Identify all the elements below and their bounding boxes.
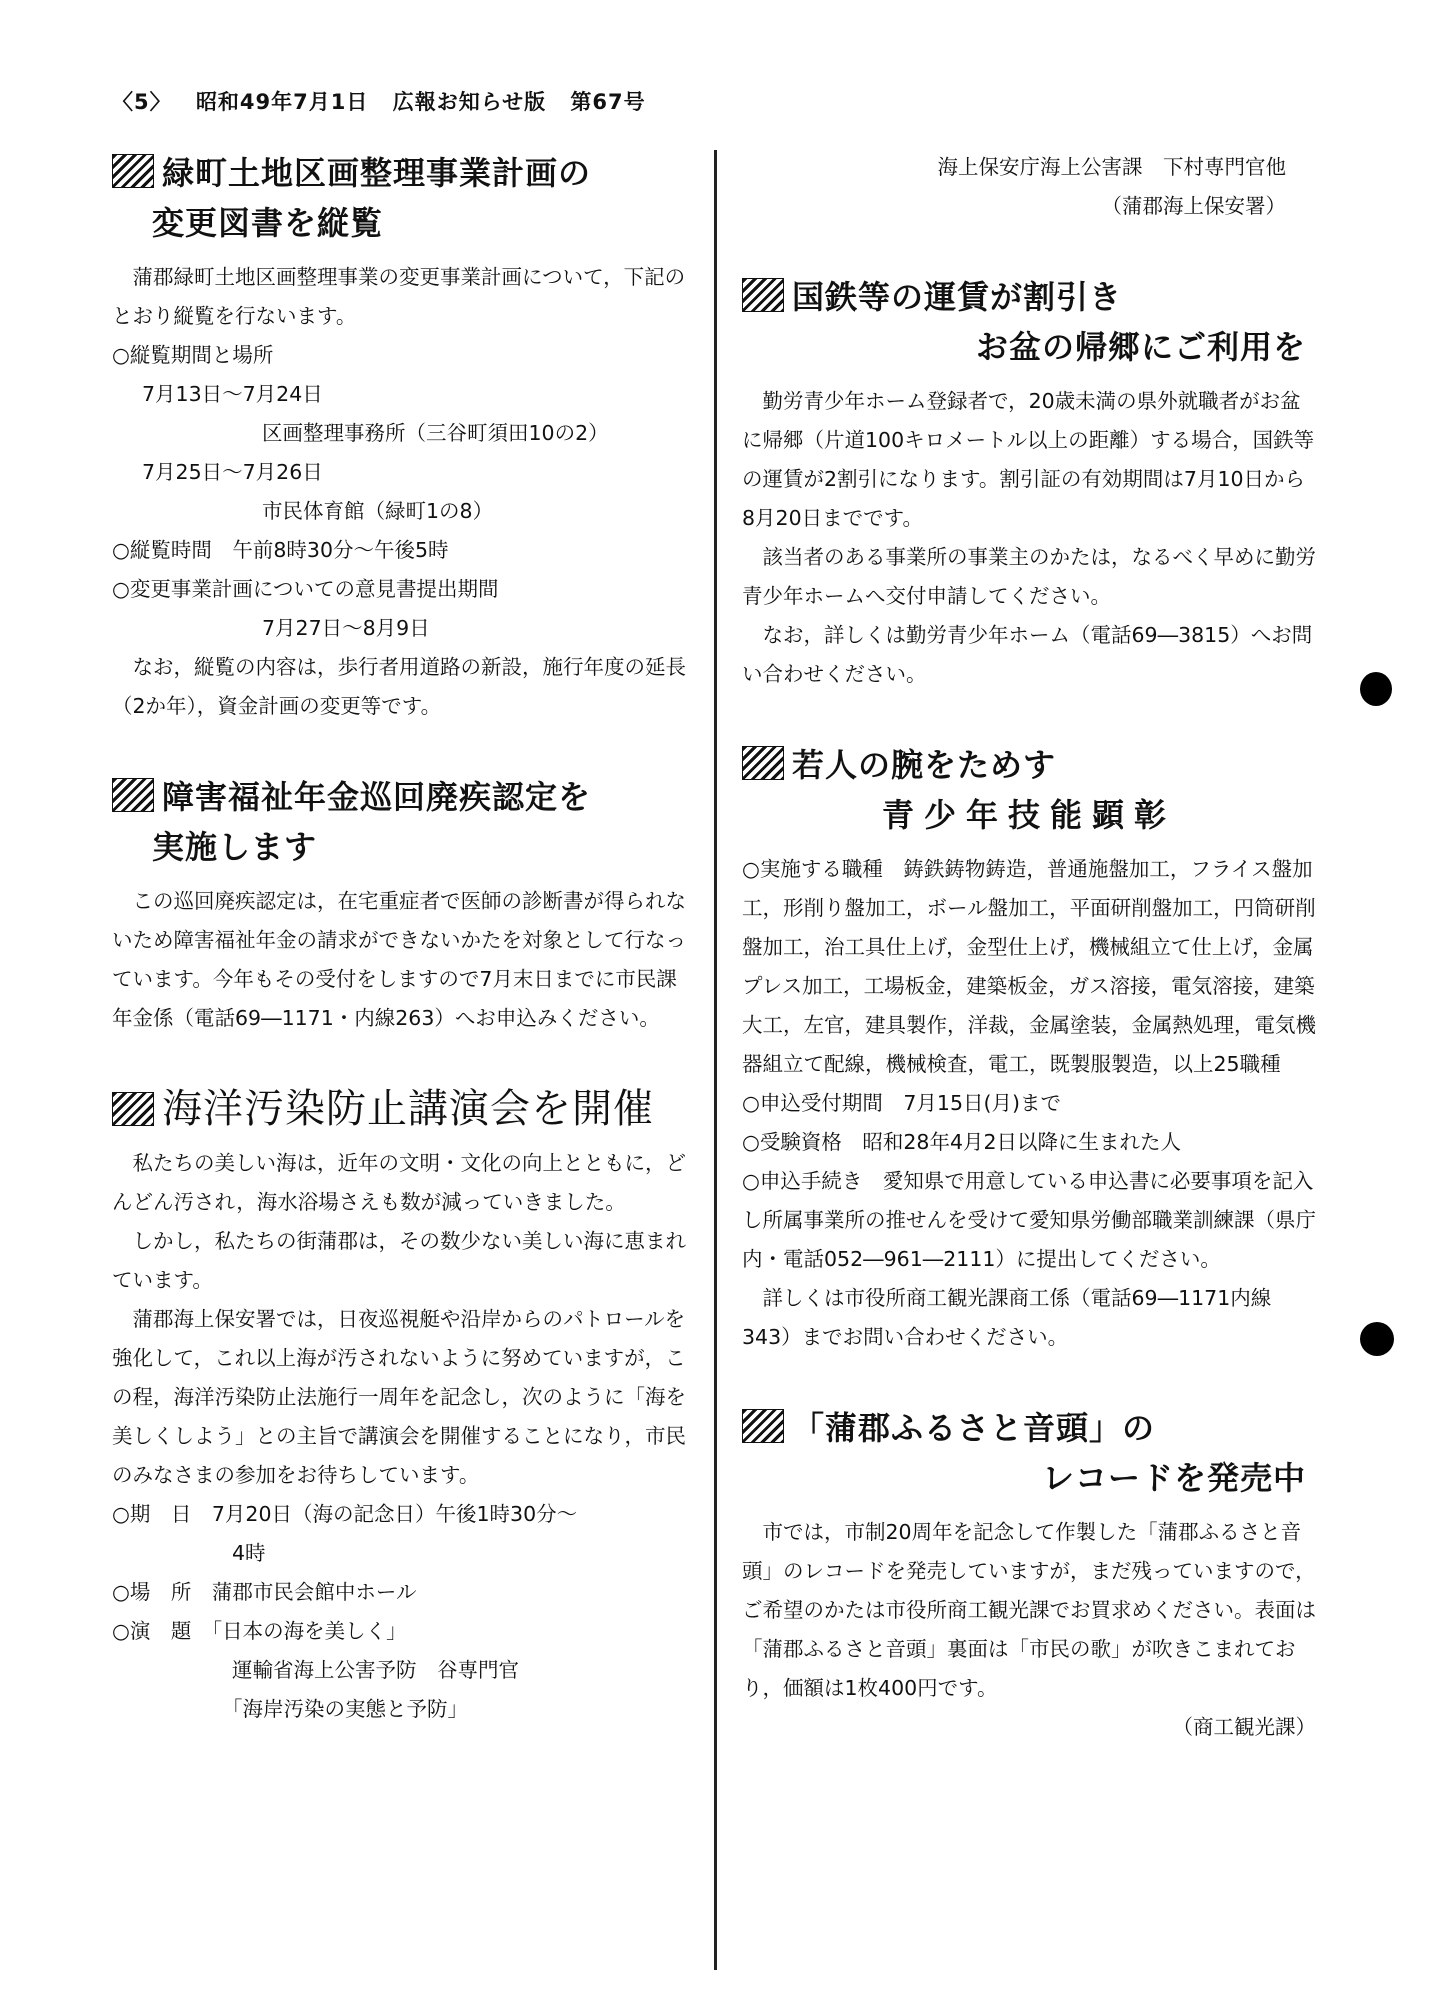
page-header: [112, 86, 662, 116]
qualification: ○受験資格 昭和28年4月2日以降に生まれた人: [742, 1130, 1182, 1154]
hatch-bullet-icon: [742, 1409, 784, 1443]
department: （商工観光課）: [1172, 1715, 1316, 1739]
article-land-readjustment: [112, 148, 686, 726]
speaker-1: 運輸省海上公害予防 谷専門官: [232, 1658, 519, 1682]
topic-2: 「海岸汚染の実態と予防」: [222, 1697, 468, 1721]
place-1: 区画整理事務所（三谷町須田10の2）: [262, 421, 609, 445]
article-title: 障害福祉年金巡回廃疾認定を 実施します: [112, 772, 686, 872]
article-rail-discount: [742, 272, 1316, 694]
opinion-label: ○変更事業計画についての意見書提出期間: [112, 577, 499, 601]
viewing-hours: ○縦覧時間 午前8時30分～午後5時: [112, 538, 449, 562]
intro-text: 蒲郡緑町土地区画整理事業の変更事業計画について，下記のとおり縦覧を行ないます。: [112, 265, 686, 328]
article-title: 海洋汚染防止講演会を開催: [112, 1084, 686, 1134]
article-disability-pension: [112, 772, 686, 1038]
place-2: 市民体育館（緑町1の8）: [262, 499, 494, 523]
contact-info: 詳しくは市役所商工観光課商工係（電話69―1171内線343）までお問い合わせください。: [742, 1286, 1272, 1349]
punch-hole-mark: [1360, 672, 1392, 706]
hatch-bullet-icon: [112, 154, 154, 188]
job-types: ○実施する職種 鋳鉄鋳物鋳造，普通施盤加工，フライス盤加工，形削り盤加工，ボール盤加工，平面研削盤加工，円筒研削盤加工，治工具仕上げ，金型仕上げ，機械組立て仕上げ，金属プレス加工，工場板金，建築板金，ガス溶接，電気溶接，建築大工，左官，建具製作，洋裁，金属塗装，金属熱処理，電気機器組立て配線，機械検査，電工，既製服製造，以上25職種: [742, 857, 1316, 1076]
procedure: ○申込手続き 愛知県で用意している申込書に必要事項を記入し所属事業所の推せんを受けて愛知県労働部職業訓練課（県庁内・電話052―961―2111）に提出してください。: [742, 1169, 1316, 1271]
body-text: この巡回廃疾認定は，在宅重症者で医師の診断書が得られないため障害福祉年金の請求ができないかたを対象として行なっています。今年もその受付をしますので7月末日までに市民課年金係（電話69―1171・内線263）へお申込みください。: [112, 889, 686, 1030]
publication-name: 広報お知らせ版: [392, 90, 547, 114]
organizer: （蒲郡海上保安署）: [1101, 194, 1286, 218]
period-1: 7月13日～7月24日: [142, 382, 323, 406]
period-2: 7月25日～7月26日: [142, 460, 323, 484]
article-title: 若人の腕をためす 青少年技能顕彰: [742, 740, 1316, 840]
date-line-cont: 4時: [232, 1541, 266, 1565]
article-youth-skills: [742, 740, 1316, 1357]
hatch-bullet-icon: [742, 278, 784, 312]
issue-number: 第67号: [570, 90, 646, 114]
paragraph-3: なお，詳しくは勤労青少年ホーム（電話69―3815）へお問い合わせください。: [742, 623, 1313, 686]
issue-date: 昭和49年7月1日: [195, 90, 369, 114]
paragraph-2: しかし，私たちの街蒲郡は，その数少ない美しい海に恵まれています。: [112, 1229, 686, 1292]
hatch-bullet-icon: [112, 1092, 154, 1126]
paragraph-3: 蒲郡海上保安署では，日夜巡視艇や沿岸からのパトロールを強化して，これ以上海が汚されないように努めていますが，この程，海洋汚染防止法施行一周年を記念し，次のように「海を美しくしよう」との主旨で講演会を開催することになり，市民のみなさまの参加をお待ちしています。: [112, 1307, 686, 1487]
topic-line: ○演 題 「日本の海を美しく」: [112, 1619, 407, 1643]
note-text: なお，縦覧の内容は，歩行者用道路の新設，施行年度の延長（2か年），資金計画の変更等です。: [112, 655, 686, 718]
paragraph-1: 勤労青少年ホーム登録者で，20歳未満の県外就職者がお盆に帰郷（片道100キロメートル以上の距離）する場合，国鉄等の運賃が2割引になります。割引証の有効期間は7月10日から8月20日までです。: [742, 389, 1315, 530]
paragraph-1: 私たちの美しい海は，近年の文明・文化の向上とともに，どんどん汚され，海水浴場さえも数が減っていきました。: [112, 1151, 686, 1214]
place-line: ○場 所 蒲郡市民会館中ホール: [112, 1580, 417, 1604]
body-text: 市では，市制20周年を記念して作製した「蒲郡ふるさと音頭」のレコードを発売していますが，まだ残っていますので，ご希望のかたは市役所商工観光課でお買求めください。表面は「蒲郡ふるさと音頭」裏面は「市民の歌」が吹きこまれており，価額は1枚400円です。: [742, 1520, 1316, 1700]
right-column: [742, 148, 1316, 1793]
article-record-sale: [742, 1403, 1316, 1747]
opinion-period: 7月27日～8月9日: [262, 616, 430, 640]
date-line: ○期 日 7月20日（海の記念日）午後1時30分～: [112, 1502, 578, 1526]
paragraph-2: 該当者のある事業所の事業主のかたは，なるべく早めに勤労青少年ホームへ交付申請してください。: [742, 545, 1316, 608]
column-divider: [714, 150, 717, 1970]
article-title: 国鉄等の運賃が割引き お盆の帰郷にご利用を: [742, 272, 1316, 372]
punch-hole-mark: [1360, 1322, 1394, 1356]
application-period: ○申込受付期間 7月15日(月)まで: [742, 1091, 1062, 1115]
article-marine-pollution-lecture: [112, 1084, 686, 1729]
speaker-2: 海上保安庁海上公害課 下村専門官他: [937, 155, 1286, 179]
article-title: 緑町土地区画整理事業計画の 変更図書を縦覧: [112, 148, 686, 248]
left-column: [112, 148, 686, 1775]
hatch-bullet-icon: [112, 778, 154, 812]
article-title: 「蒲郡ふるさと音頭」の レコードを発売中: [742, 1403, 1316, 1503]
page-number: 〈5〉: [112, 90, 172, 114]
period-label: ○縦覧期間と場所: [112, 343, 274, 367]
hatch-bullet-icon: [742, 746, 784, 780]
lecture-continuation: [742, 148, 1316, 226]
